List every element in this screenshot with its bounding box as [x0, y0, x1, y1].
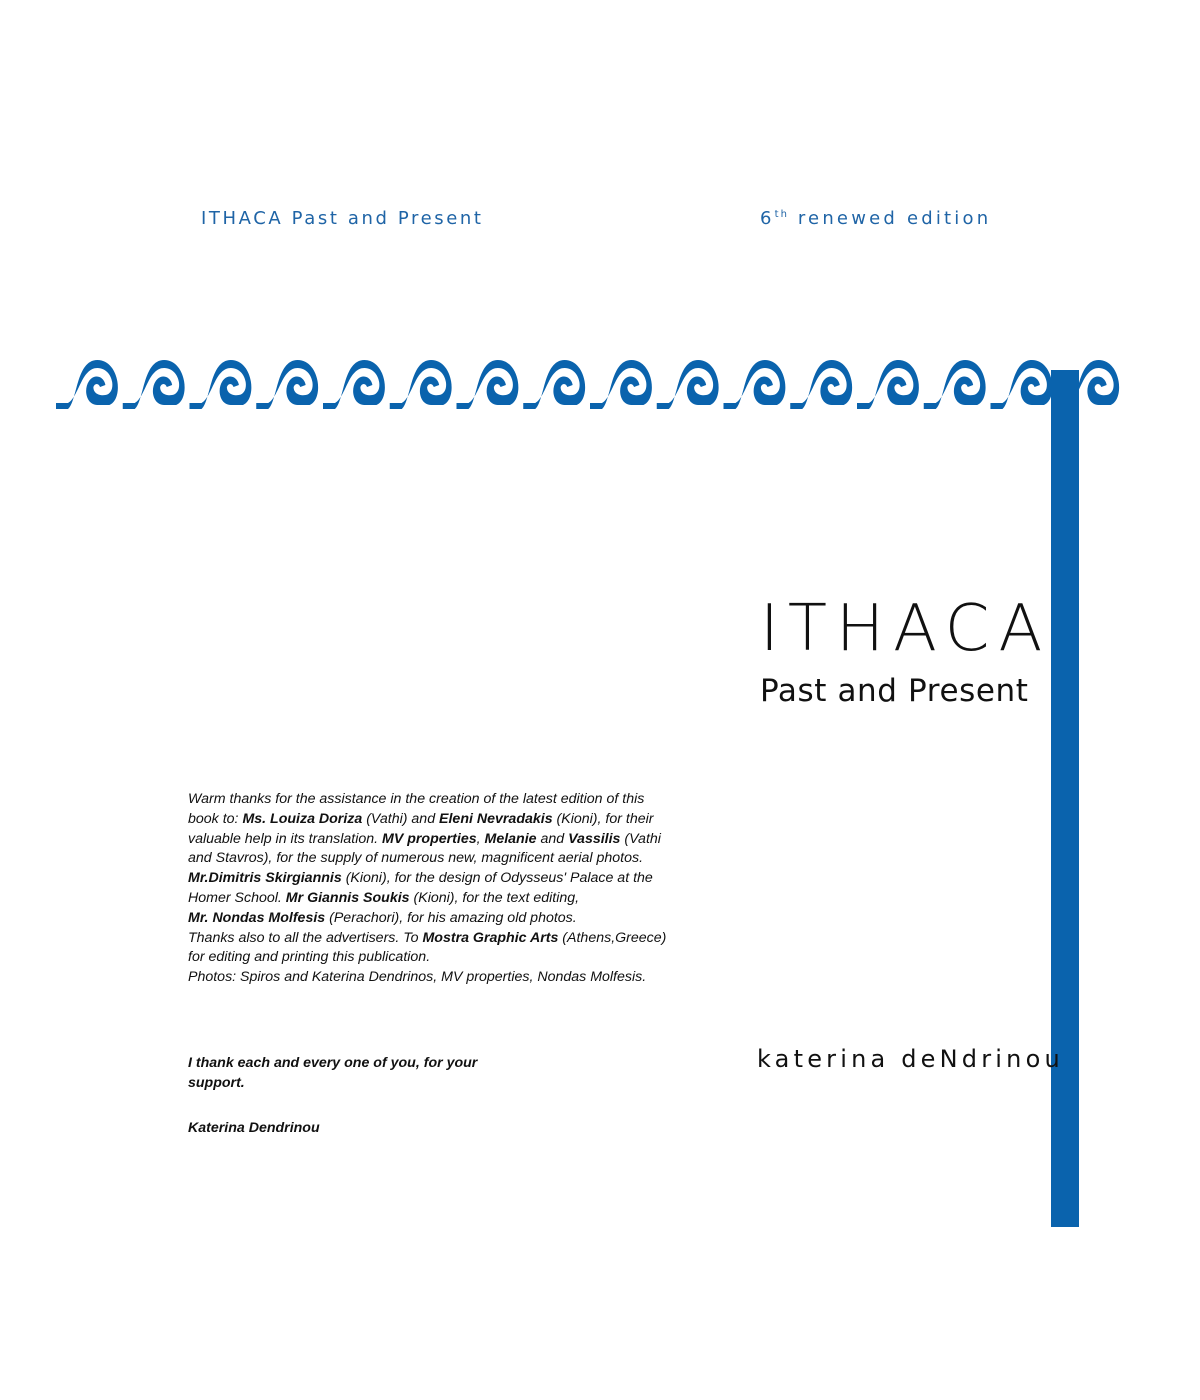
wave-scroll: [857, 360, 919, 409]
acknowledgement-text: (Perachori), for his amazing old photos.: [325, 909, 577, 926]
edition-suffix: th: [774, 209, 789, 220]
wave-scroll: [724, 360, 786, 409]
wave-scroll: [991, 360, 1053, 409]
acknowledgement-line: [188, 909, 688, 929]
thanks-note: I thank each and every one of you, for your support.: [188, 1055, 478, 1091]
acknowledgement-line: [188, 849, 688, 869]
wave-scroll: [590, 360, 652, 409]
acknowledgement-text: (Kioni), for the text editing,: [409, 889, 580, 906]
signature: Katerina Dendrinou: [188, 1120, 320, 1136]
acknowledged-name: Mr. Nondas Molfesis: [188, 909, 326, 926]
acknowledgements-text: [188, 790, 688, 988]
acknowledgement-text: and Stavros), for the supply of numerous new, magnificent aerial photos.: [188, 850, 644, 867]
wave-scroll: [256, 360, 318, 409]
wave-scroll: [323, 360, 385, 409]
acknowledged-name: Melanie: [484, 830, 537, 847]
acknowledgement-text: (Vathi) and: [362, 810, 440, 827]
acknowledgement-line: [188, 830, 688, 850]
acknowledgement-text: (Kioni), for their: [552, 810, 654, 827]
acknowledgement-line: [188, 889, 688, 909]
acknowledgement-text: Thanks also to all the advertisers. To: [188, 929, 423, 946]
acknowledged-name: Mr.Dimitris Skirgiannis: [188, 870, 342, 887]
acknowledgement-line: [188, 929, 688, 949]
acknowledged-name: MV properties: [382, 830, 477, 847]
acknowledgement-line: [188, 790, 688, 810]
acknowledgement-text: Warm thanks for the assistance in the creation of the latest edition of this: [188, 791, 645, 807]
acknowledgement-text: (Vathi: [620, 830, 661, 847]
acknowledged-name: Vassilis: [568, 830, 621, 847]
acknowledgement-text: (Kioni), for the design of Odysseus' Palace at the: [341, 870, 653, 887]
acknowledgement-text: Photos: Spiros and Katerina Dendrinos, MV properties, Nondas Molfesis.: [188, 969, 647, 986]
acknowledged-name: Ms. Louiza Doriza: [242, 810, 363, 827]
acknowledgement-line: [188, 948, 688, 968]
book-title: ITHACA: [760, 592, 1052, 666]
acknowledgement-text: ,: [476, 830, 485, 847]
header-book-title: ITHACA Past and Present: [201, 208, 484, 229]
greek-wave-border-icon: [56, 357, 1124, 409]
wave-scroll: [790, 360, 852, 409]
acknowledgement-text: (Athens,Greece): [558, 929, 667, 946]
acknowledgement-text: book to:: [188, 810, 243, 827]
edition-number: 6: [760, 208, 775, 229]
wave-scroll: [924, 360, 986, 409]
blue-pillar: [1051, 370, 1079, 1227]
wave-scroll: [390, 360, 452, 409]
acknowledged-name: Eleni Nevradakis: [439, 810, 553, 827]
acknowledgement-line: [188, 869, 688, 889]
wave-scroll: [523, 360, 585, 409]
acknowledged-name: Mr Giannis Soukis: [285, 889, 410, 906]
acknowledgement-line: [188, 968, 688, 988]
book-subtitle: Past and Present: [760, 673, 1029, 709]
acknowledged-name: Mostra Graphic Arts: [422, 929, 559, 946]
author-name: katerina deNdrinou: [757, 1045, 1064, 1073]
wave-scroll: [657, 360, 719, 409]
wave-scroll: [56, 360, 118, 409]
wave-scroll: [190, 360, 252, 409]
edition-text: renewed edition: [797, 208, 992, 229]
acknowledgement-line: [188, 810, 688, 830]
acknowledgement-text: and: [536, 830, 569, 847]
wave-scroll: [457, 360, 519, 409]
acknowledgement-text: valuable help in its translation.: [188, 830, 383, 847]
acknowledgement-text: Homer School.: [188, 889, 286, 906]
header-edition: [760, 208, 991, 229]
wave-scroll: [123, 360, 185, 409]
acknowledgement-text: for editing and printing this publication.: [188, 949, 431, 966]
